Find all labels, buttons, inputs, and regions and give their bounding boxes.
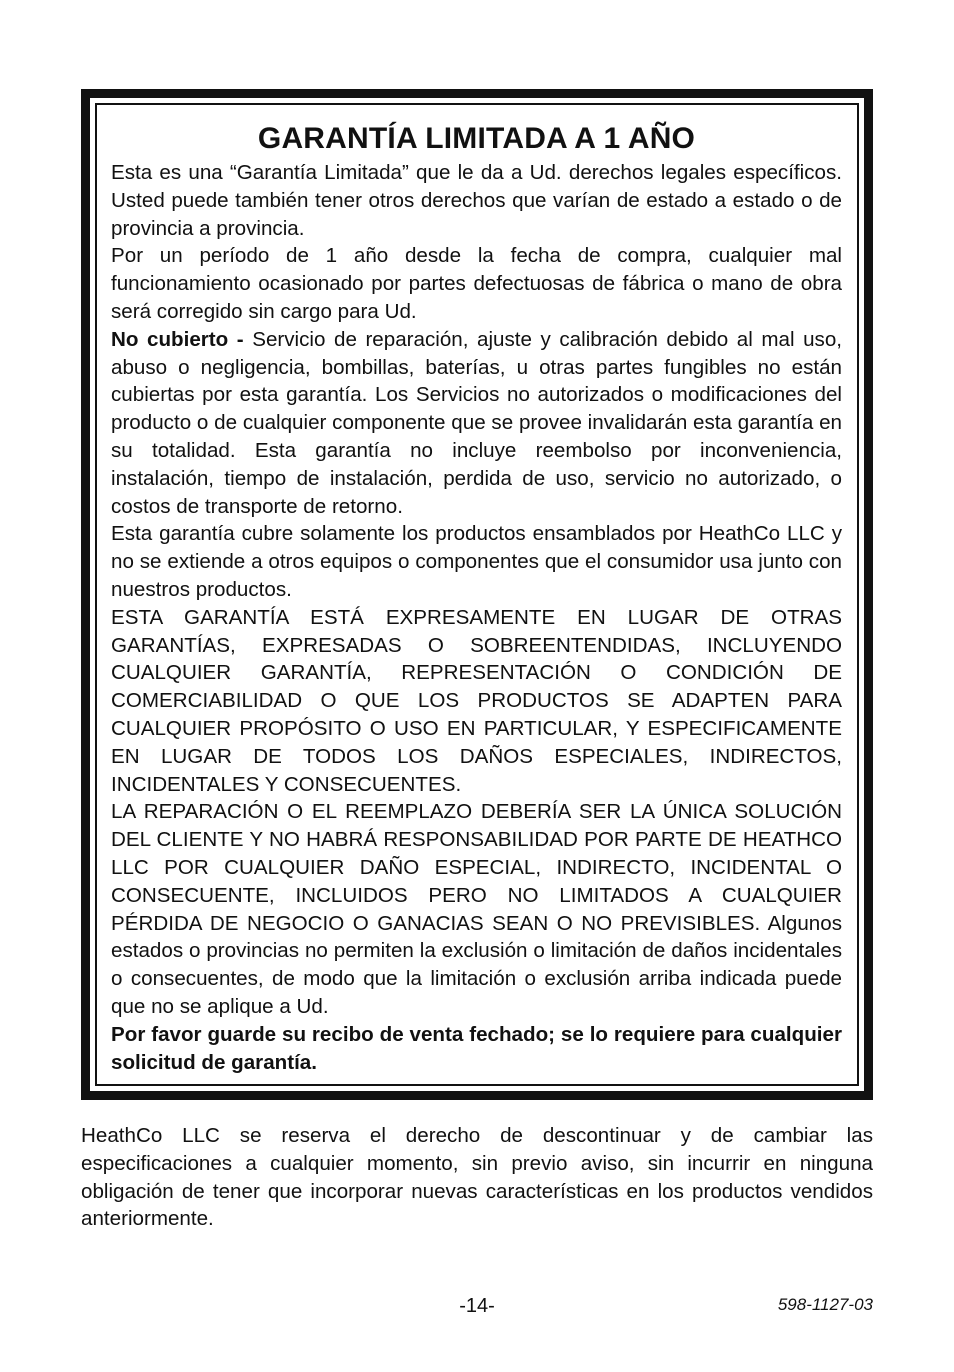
- warranty-title: GARANTÍA LIMITADA A 1 AÑO: [257, 122, 696, 155]
- warranty-box: [81, 89, 873, 1100]
- warranty-paragraph-not-covered: [111, 326, 842, 521]
- warranty-body: [111, 159, 842, 1076]
- warranty-paragraph-coverage-period: Por un período de 1 año desde la fecha de compra, cualquier mal funcionamiento ocasionado por partes defectuosas de fábrica o mano de obra será corregido sin cargo para Ud.: [111, 244, 842, 323]
- page-number: -14-: [459, 1295, 495, 1317]
- specifications-notice: HeathCo LLC se reserva el derecho de descontinuar y de cambiar las especificaciones a cualquier momento, sin previo aviso, sin incurrir en ninguna obligación de tener que incorporar nuevas características en los productos vendidos anteriormente.: [81, 1124, 873, 1231]
- warranty-paragraph-scope: Esta garantía cubre solamente los productos ensamblados por HeathCo LLC y no se extiende a otros equipos o componentes que el consumidor usa junto con nuestros productos.: [111, 522, 842, 601]
- warranty-paragraph-liability: LA REPARACIÓN O EL REEMPLAZO DEBERÍA SER LA ÚNICA SOLUCIÓN DEL CLIENTE Y NO HABRÁ RESPONSABILIDAD POR PARTE DE HEATHCO LLC POR CUALQUIER DAÑO ESPECIAL, INDIRECTO, INCIDENTAL O CONSECUENTE, INCLUIDOS PERO NO LIMITADOS A CUALQUIER PÉRDIDA DE NEGOCIO O GANACIAS SEAN O NO PREVISIBLES. Algunos estados o provincias no permiten la exclusión o limitación de daños incidentales o consecuentes, de modo que la limitación o exclusión arriba indicada puede que no se aplique a Ud.: [111, 800, 842, 1018]
- warranty-paragraph-receipt: Por favor guarde su recibo de venta fechado; se lo requiere para cualquier solicitud de garantía.: [111, 1022, 842, 1074]
- warranty-paragraph-legal-rights: Esta es una “Garantía Limitada” que le da a Ud. derechos legales específicos. Usted puede también tener otros derechos que varían de estado a estado o de provincia a provincia.: [111, 161, 842, 240]
- not-covered-text: Servicio de reparación, ajuste y calibración debido al mal uso, abuso o negligencia, bombillas, baterías, u otras partes fungibles no están cubiertas por esta garantía. Los Servicios no autorizados o modificaciones del producto o de cualquier componente que se provee invalidarán esta garantía en su totalidad. Esta garantía no incluye reembolso por inconveniencia, instalación, tiempo de instalación, perdida de uso, servicio no autorizado, o costos de transporte de retorno.: [111, 327, 842, 518]
- document-code: 598-1127-03: [777, 1295, 873, 1314]
- warranty-content: [111, 119, 842, 1076]
- warranty-paragraph-disclaimer: ESTA GARANTÍA ESTÁ EXPRESAMENTE EN LUGAR DE OTRAS GARANTÍAS, EXPRESADAS O SOBREENTENDIDAS, INCLUYENDO CUALQUIER GARANTÍA, REPRESENTACIÓN O CONDICIÓN DE COMERCIABILIDAD O QUE LOS PRODUCTOS SE ADAPTEN PARA CUALQUIER PROPÓSITO O USO EN PARTICULAR, Y ESPECIFICAMENTE EN LUGAR DE TODOS LOS DAÑOS ESPECIALES, INDIRECTOS, INCIDENTALES Y CONSECUENTES.: [111, 605, 842, 796]
- not-covered-lead: No cubierto -: [111, 327, 244, 351]
